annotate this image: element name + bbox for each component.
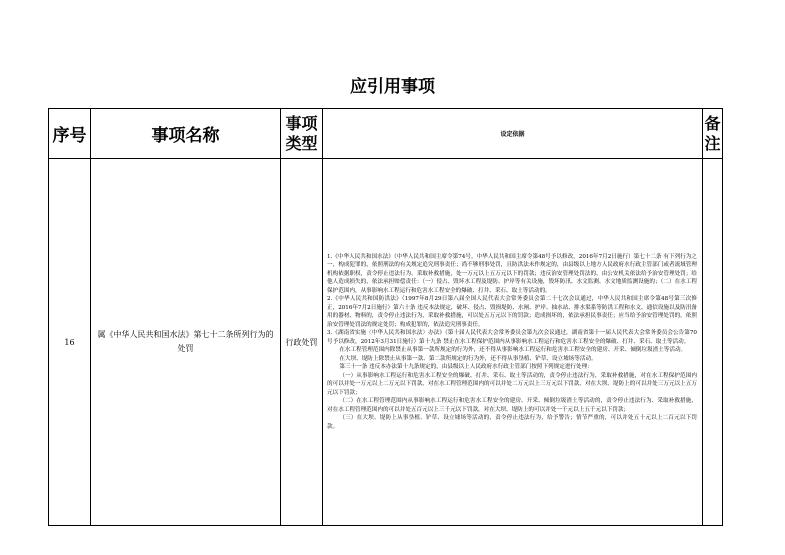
cell-item-name: 属《中华人民共和国水法》第七十二条所列行为的处罚 [91, 159, 281, 526]
header-note [703, 109, 723, 159]
cell-note [703, 159, 723, 526]
cell-seq: 16 [49, 159, 91, 526]
basis-paragraph: 在水工程管理范围内除禁止从事第一款所规定的行为外，还不得从事影响水工程运行和危害水工程安全的建房、开采、倾倒垃圾渣土等活动。 [339, 347, 687, 354]
basis-paragraph: 1.《中华人民共和国水法》（中华人民共和国主席令第74号。中华人民共和国主席令第48号予以修改，2016年7月2日施行）第七十二条 有下列行为之一，构成犯罪的，依照刑法的有关规定追究刑事责任；尚不够刑事处罚，且防洪法未作规定的，由县级以上地方人民政府水行政主管部门或者流域管理机构依据职权，责令停止违法行为，采取补救措施，处一万元以上五万元以下的罚款；违反治安管理处罚法的，由公安机关依法给予治安管理处罚；给他人造成损失的，依法承担赔偿责任：（一）侵占、毁坏水工程及堤防、护岸等有关设施，毁坏防汛、水文监测、水文地质监测设施的；（二）在水工程保护范围内，从事影响水工程运行和危害水工程安全的爆破、打井、采石、取土等活动的。 [327, 253, 697, 294]
basis-paragraph: 在大坝、堤防上除禁止从事第一款、第二款所规定的行为外，还不得从事垦植、铲草、设立墟场等活动。 [339, 355, 597, 362]
basis-paragraph: 第三十一条 违反本办法第十九条规定的，由县级以上人民政府水行政主管部门按照下列规定进行处理： [339, 364, 593, 371]
basis-paragraph: （二）在水工程管理范围内从事影响水工程运行和危害水工程安全的建房、开采、倾倒垃圾渣土等活动的，责令停止违法行为、采取补救措施，对在水工程管理范围内的可以并处五百元以上三千元以下罚款，对在大坝、堤防上的可以并处一千元以上五千元以下罚款； [327, 398, 697, 413]
header-item-type-line1: 事项 [285, 113, 318, 133]
table-header-row [49, 109, 723, 159]
header-seq: 序号 [49, 109, 91, 159]
header-note-line1: 备 [704, 113, 721, 133]
basis-paragraph: （三）在大坝、堤防上从事垦植、铲草、设立墟场等活动的，责令停止违法行为，给予警告；情节严重的，可以并处五十元以上二百元以下罚款。 [327, 415, 697, 430]
header-item-type [281, 109, 323, 159]
header-basis: 设定依据 [323, 109, 703, 159]
header-item-name: 事项名称 [91, 109, 281, 159]
basis-paragraph: （一）从事影响水工程运行和危害水工程安全的爆破、打井、采石、取土等活动的，责令停止违法行为，采取补救措施，对在水工程保护范围内的可以并处一万元以上二万元以下罚款，对在水工程管理范围内的可以并处二万元以上三万元以下罚款，对在大坝、堤防上的可以并处三万元以上五万元以下罚款； [327, 372, 697, 396]
page-title: 应引用事项 [350, 77, 435, 97]
items-table [48, 108, 723, 526]
cell-item-type: 行政处罚 [281, 159, 323, 526]
table-row [49, 159, 723, 526]
basis-paragraph: 3.《湖南省实施〈中华人民共和国水法〉办法》（第十届人民代表大会常务委员会第九次会议通过，湖南省第十一届人民代表大会常务委员会公告第70号予以修改，2012年3月31日施行）第十九条 禁止在水工程保护范围内从事影响水工程运行和危害水工程安全的爆破、打井、采石、取土等活动。 [327, 330, 697, 345]
basis-paragraph: 2.《中华人民共和国防洪法》（1997年8月29日第八届全国人民代表大会常务委员会第二十七次会议通过，中华人民共和国主席令第48号第三次修正，2016年7月2日施行）第六十条 违反本法规定，破坏、侵占、毁损堤防、水闸、护岸、抽水站、排水渠系等防洪工程和水文、通信设施以及防汛备用的器材、物料的，责令停止违法行为，采取补救措施，可以处五万元以下的罚款；造成损坏的，依法承担民事责任；应当给予治安管理处罚的，依照治安管理处罚法的规定处罚；构成犯罪的，依法追究刑事责任。 [327, 296, 697, 328]
cell-basis [323, 159, 703, 526]
header-item-type-line2: 类型 [285, 133, 318, 153]
header-note-line2: 注 [704, 133, 721, 153]
